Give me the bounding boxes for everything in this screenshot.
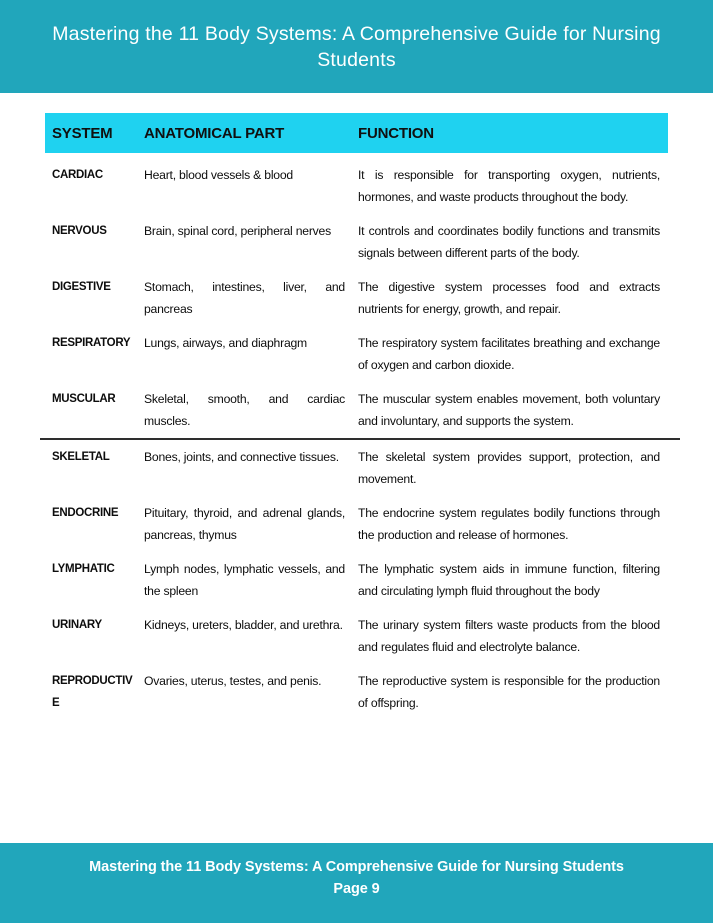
table-section bbox=[0, 93, 713, 843]
table-row-nervous bbox=[45, 221, 668, 264]
cell-anatomical-part: Brain, spinal cord, peripheral nerves bbox=[144, 224, 331, 238]
table-row-respiratory bbox=[45, 333, 668, 376]
column-header-anatomical-part: ANATOMICAL PART bbox=[144, 124, 285, 142]
table-row-cardiac bbox=[45, 165, 668, 208]
cell-function: The respiratory system facilitates breathing and exchange of oxygen and carbon dioxide. bbox=[358, 336, 660, 372]
cell-anatomical-part: Lymph nodes, lymphatic vessels, and the spleen bbox=[144, 562, 345, 598]
cell-function: The digestive system processes food and extracts nutrients for energy, growth, and repair. bbox=[358, 280, 660, 316]
column-header-system: SYSTEM bbox=[52, 124, 113, 142]
cell-system: MUSCULAR bbox=[52, 393, 116, 405]
cell-anatomical-part: Skeletal, smooth, and cardiac muscles. bbox=[144, 392, 345, 428]
cell-anatomical-part: Ovaries, uterus, testes, and penis. bbox=[144, 674, 322, 688]
cell-system: URINARY bbox=[52, 619, 102, 631]
cell-function: The lymphatic system aids in immune function, filtering and circulating lymph fluid throughout the body bbox=[358, 562, 660, 598]
row-divider-line bbox=[40, 438, 680, 440]
cell-anatomical-part: Pituitary, thyroid, and adrenal glands, pancreas, thymus bbox=[144, 506, 345, 542]
cell-system: REPRODUCTIVE bbox=[52, 675, 133, 709]
cell-system: ENDOCRINE bbox=[52, 507, 119, 519]
cell-system: RESPIRATORY bbox=[52, 337, 131, 349]
table-row-endocrine bbox=[45, 503, 668, 546]
table-row-lymphatic bbox=[45, 559, 668, 602]
cell-anatomical-part: Heart, blood vessels & blood bbox=[144, 168, 293, 182]
cell-function: It is responsible for transporting oxygen, nutrients, hormones, and waste products throughout the body. bbox=[358, 168, 660, 204]
cell-system: NERVOUS bbox=[52, 225, 107, 237]
cell-function: The urinary system filters waste products from the blood and regulates fluid and electrolyte balance. bbox=[358, 618, 660, 654]
cell-function: The muscular system enables movement, both voluntary and involuntary, and supports the system. bbox=[358, 392, 660, 428]
cell-function: The endocrine system regulates bodily functions through the production and release of hormones. bbox=[358, 506, 660, 542]
cell-system: CARDIAC bbox=[52, 169, 103, 181]
cell-anatomical-part: Lungs, airways, and diaphragm bbox=[144, 336, 307, 350]
page-title: Mastering the 11 Body Systems: A Comprehensive Guide for Nursing Students bbox=[52, 23, 661, 71]
cell-system: DIGESTIVE bbox=[52, 281, 111, 293]
footer-title: Mastering the 11 Body Systems: A Comprehensive Guide for Nursing Students bbox=[89, 859, 624, 875]
table-row-reproductive bbox=[45, 671, 668, 714]
cell-anatomical-part: Stomach, intestines, liver, and pancreas bbox=[144, 280, 345, 316]
table-row-skeletal bbox=[45, 447, 668, 490]
table-row-muscular bbox=[45, 389, 668, 432]
page-header-band bbox=[0, 0, 713, 93]
cell-system: SKELETAL bbox=[52, 451, 110, 463]
table-header-row bbox=[45, 113, 668, 153]
cell-system: LYMPHATIC bbox=[52, 563, 115, 575]
cell-anatomical-part: Kidneys, ureters, bladder, and urethra. bbox=[144, 618, 343, 632]
table-row-digestive bbox=[45, 277, 668, 320]
table-row-urinary bbox=[45, 615, 668, 658]
cell-function: It controls and coordinates bodily functions and transmits signals between different parts of the body. bbox=[358, 224, 660, 260]
column-header-function: FUNCTION bbox=[358, 124, 434, 142]
cell-function: The skeletal system provides support, protection, and movement. bbox=[358, 450, 660, 486]
footer-page-number: Page 9 bbox=[333, 881, 380, 897]
cell-anatomical-part: Bones, joints, and connective tissues. bbox=[144, 450, 339, 464]
cell-function: The reproductive system is responsible for the production of offspring. bbox=[358, 674, 660, 710]
page-footer-band bbox=[0, 843, 713, 923]
